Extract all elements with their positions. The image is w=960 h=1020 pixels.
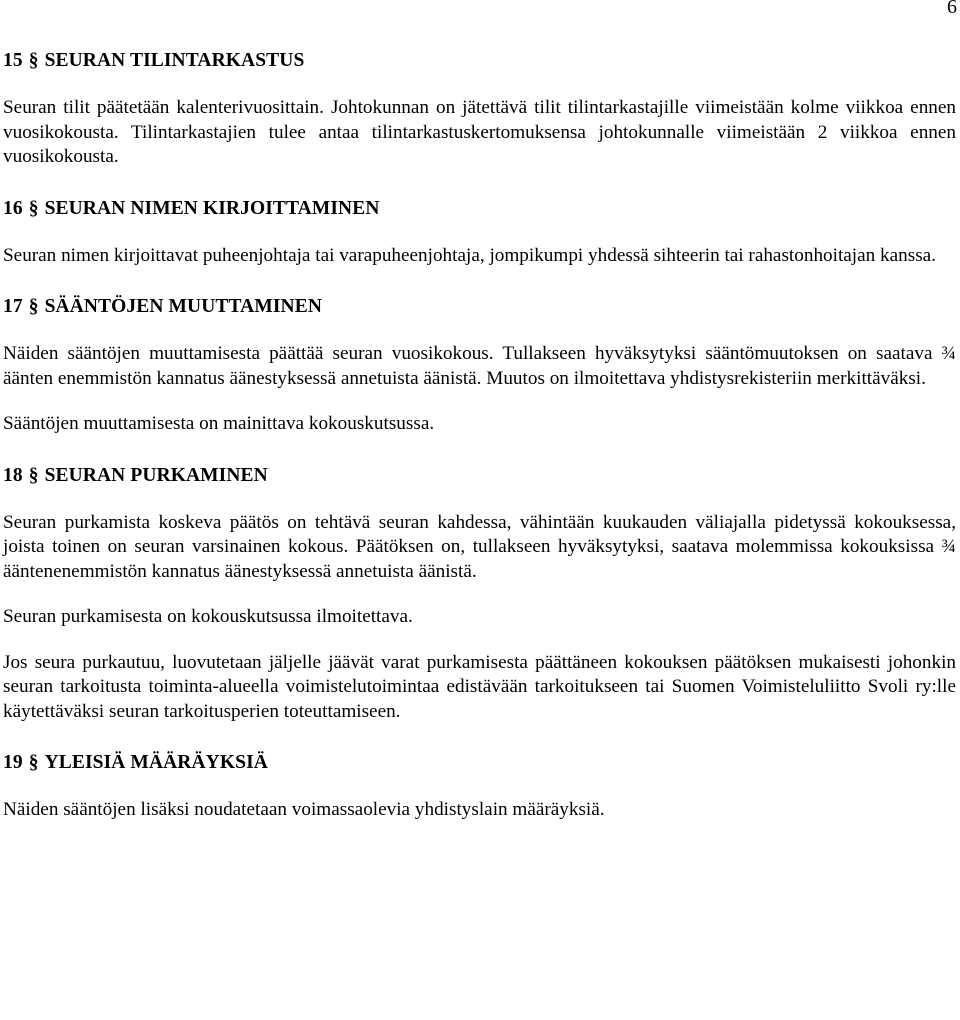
- section-heading: [3, 749, 956, 776]
- section-17: [3, 293, 956, 437]
- section-heading: [3, 293, 956, 320]
- section-symbol: §: [28, 752, 39, 773]
- section-paragraph: Seuran tilit päätetään kalenterivuosittain. Johtokunnan on jätettävä tilit tilintarkastajille viimeistään kolme viikkoa ennen vuosikokousta. Tilintarkastajien tulee antaa tilintarkastuskertomuksensa johtokunnalle viimeistään 2 viikkoa ennen vuosikokousta.: [3, 97, 956, 167]
- section-paragraph: Seuran purkamisesta on kokouskutsussa ilmoitettava.: [3, 606, 413, 627]
- section-symbol: §: [28, 197, 39, 219]
- section-heading: [3, 462, 956, 489]
- section-paragraph: Jos seura purkautuu, luovutetaan jäljelle jäävät varat purkamisesta päättäneen kokouksen päätöksen mukaisesti johonkin seuran tarkoitusta toiminta-alueella voimistelutoimintaa edistävään tarkoitukseen tai Suomen Voimisteluliitto Svoli ry:lle käytettäväksi seuran tarkoitusperien toteuttamiseen.: [3, 651, 956, 722]
- section-title: SEURAN NIMEN KIRJOITTAMINEN: [44, 197, 380, 219]
- section-title: SEURAN PURKAMINEN: [44, 464, 268, 486]
- section-paragraph: Näiden sääntöjen muuttamisesta päättää seuran vuosikokous. Tullakseen hyväksytyksi sääntömuutoksen on saatava ¾ äänten enemmistön kannatus äänestyksessä annetuista äänistä. Muutos on ilmoitettava yhdistysrekisteriin merkittäväksi.: [3, 343, 956, 389]
- section-15: [3, 47, 956, 170]
- section-paragraph: Sääntöjen muuttamisesta on mainittava kokouskutsussa.: [3, 413, 435, 434]
- section-symbol: §: [28, 50, 39, 71]
- section-number: 19: [3, 752, 23, 773]
- section-paragraph: Näiden sääntöjen lisäksi noudatetaan voimassaolevia yhdistyslain määräyksiä.: [3, 799, 605, 820]
- section-title: SÄÄNTÖJEN MUUTTAMINEN: [44, 296, 323, 317]
- section-title: SEURAN TILINTARKASTUS: [44, 50, 305, 71]
- section-number: 16: [3, 197, 23, 219]
- section-paragraph: Seuran purkamista koskeva päätös on tehtävä seuran kahdessa, vähintään kuukauden väliajalla pidetyssä kokouksessa, joista toinen on seuran varsinainen kokous. Päätöksen on, tullakseen hyväksytyksi, saatava molemmissa kokouksissa ¾ ääntenenemmistön kannatus äänestyksessä annetuista äänistä.: [3, 511, 956, 582]
- page-number: 6: [947, 0, 957, 18]
- section-19: [3, 749, 956, 823]
- section-number: 18: [3, 464, 23, 486]
- document-body: [3, 47, 956, 823]
- section-symbol: §: [28, 464, 39, 486]
- section-symbol: §: [28, 296, 39, 317]
- section-paragraph: Seuran nimen kirjoittavat puheenjohtaja tai varapuheenjohtaja, jompikumpi yhdessä sihteerin tai rahastonhoitajan kanssa.: [3, 244, 936, 266]
- section-heading: [3, 47, 956, 74]
- section-16: [3, 195, 956, 269]
- section-title: YLEISIÄ MÄÄRÄYKSIÄ: [44, 752, 268, 773]
- section-heading: [3, 195, 956, 222]
- section-number: 15: [3, 50, 23, 71]
- section-number: 17: [3, 296, 23, 317]
- section-18: [3, 462, 956, 725]
